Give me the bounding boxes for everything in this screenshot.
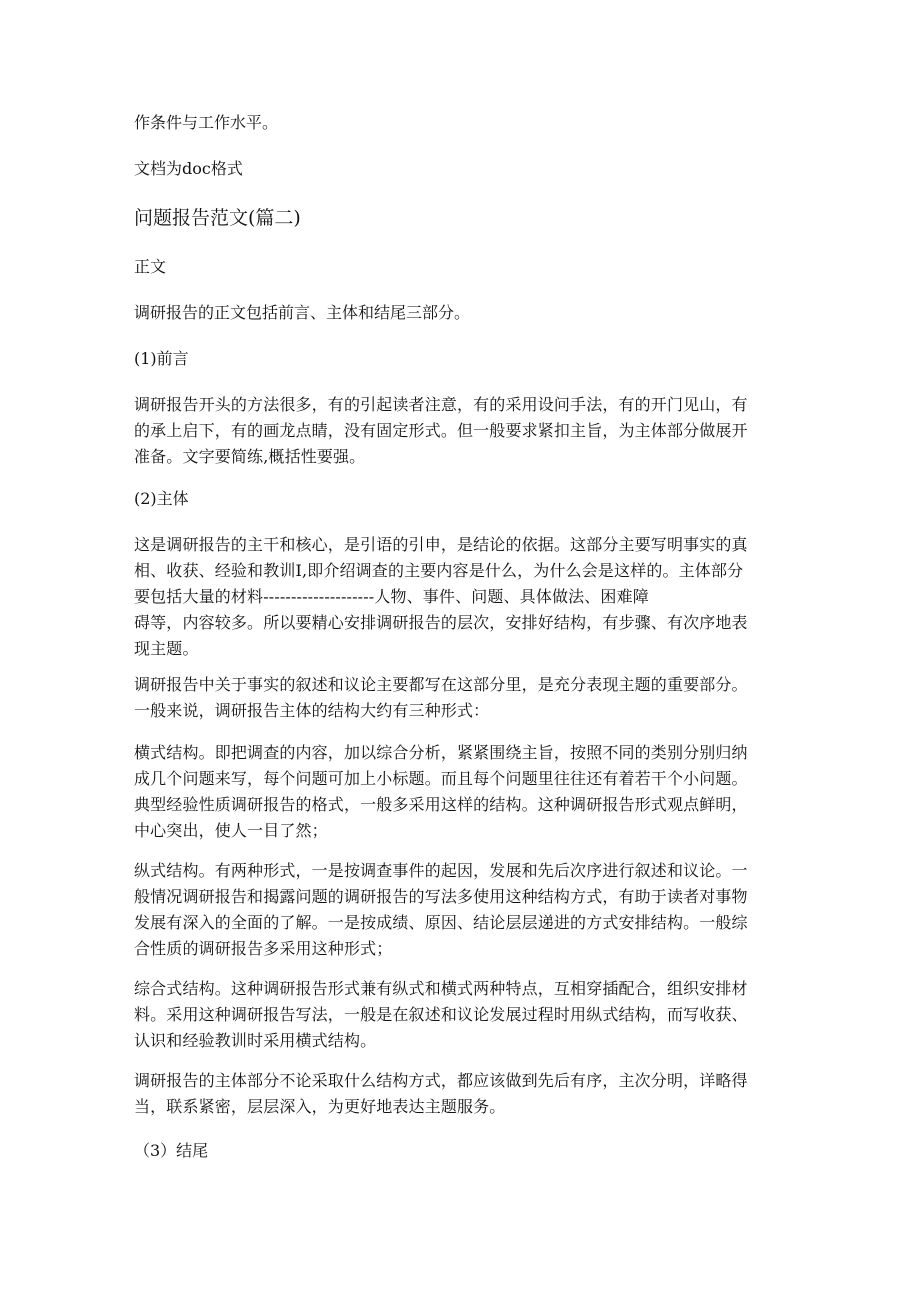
paragraph-line: 调研报告中关于事实的叙述和议论主要都写在这部分里，是充分表现主题的重要部分。 <box>134 675 748 694</box>
paragraph-line: 纵式结构。有两种形式，一是按调查事件的起因，发展和先后次序进行叙述和议论。一 <box>134 861 748 880</box>
paragraph-combined-structure <box>134 976 794 1054</box>
paragraph-line: 当，联系紧密，层层深入，为更好地表达主题服务。 <box>134 1097 506 1116</box>
paragraph-line: 准备。文字要简练,概括性要强。 <box>134 447 366 466</box>
paragraph-line: 中心突出，使人一目了然； <box>134 821 328 840</box>
section-heading: 正文 <box>134 257 167 276</box>
paragraph-line: 现主题。 <box>134 639 199 658</box>
paragraph-line: 调研报告开头的方法很多，有的引起读者注意，有的采用设问手法，有的开门见山，有 <box>134 395 748 414</box>
paragraph-line: 成几个问题来写，每个问题可加上小标题。而且每个问题里往往还有着若干个小问题。 <box>134 769 748 788</box>
paragraph-vertical-structure <box>134 858 794 962</box>
paragraph-preface <box>134 392 794 470</box>
paragraph-line: 合性质的调研报告多采用这种形式； <box>134 939 393 958</box>
paragraph-line: 料。采用这种调研报告写法，一般是在叙述和议论发展过程时用纵式结构，而写收获、 <box>134 1005 748 1024</box>
paragraph-line: 一般来说，调研报告主体的结构大约有三种形式： <box>134 701 490 720</box>
document-title: 问题报告范文(篇二) <box>134 207 301 229</box>
paragraph-line: 的承上启下，有的画龙点睛，没有固定形式。但一般要求紧扣主旨，为主体部分做展开 <box>134 421 748 440</box>
paragraph-line: 横式结构。即把调查的内容，加以综合分析，紧紧围绕主旨，按照不同的类别分别归纳 <box>134 743 748 762</box>
paragraph-line: 般情况调研报告和揭露问题的调研报告的写法多使用这种结构方式，有助于读者对事物 <box>134 887 748 906</box>
heading-conclusion: （3）结尾 <box>134 1141 209 1160</box>
heading-preface: (1)前言 <box>134 349 189 368</box>
paragraph-line: 碍等，内容较多。所以要精心安排调研报告的层次，安排好结构，有步骤、有次序地表 <box>134 613 748 632</box>
heading-body: (2)主体 <box>134 489 189 508</box>
paragraph-body-1 <box>134 532 794 662</box>
intro-paragraph: 调研报告的正文包括前言、主体和结尾三部分。 <box>134 303 471 322</box>
paragraph-body-2 <box>134 672 794 724</box>
paragraph-line: 这是调研报告的主干和核心，是引语的引申，是结论的依据。这部分主要写明事实的真 <box>134 535 748 554</box>
text-line-continuation: 作条件与工作水平。 <box>134 113 279 132</box>
paragraph-line: 综合式结构。这种调研报告形式兼有纵式和横式两种特点，互相穿插配合，组织安排材 <box>134 979 748 998</box>
paragraph-line: 认识和经验教训时采用横式结构。 <box>134 1031 377 1050</box>
paragraph-line: 要包括大量的材料--------------------人物、事件、问题、具体做法、困难障 <box>134 587 649 606</box>
paragraph-line: 调研报告的主体部分不论采取什么结构方式，都应该做到先后有序，主次分明，详略得 <box>134 1071 748 1090</box>
format-note: 文档为doc格式 <box>134 159 243 178</box>
paragraph-horizontal-structure <box>134 740 794 844</box>
paragraph-line: 典型经验性质调研报告的格式，一般多采用这样的结构。这种调研报告形式观点鲜明， <box>134 795 748 814</box>
paragraph-line: 相、收获、经验和教训I,即介绍调查的主要内容是什么，为什么会是这样的。主体部分 <box>134 561 744 580</box>
paragraph-line: 发展有深入的全面的了解。一是按成绩、原因、结论层层递进的方式安排结构。一般综 <box>134 913 748 932</box>
paragraph-body-summary <box>134 1068 794 1120</box>
